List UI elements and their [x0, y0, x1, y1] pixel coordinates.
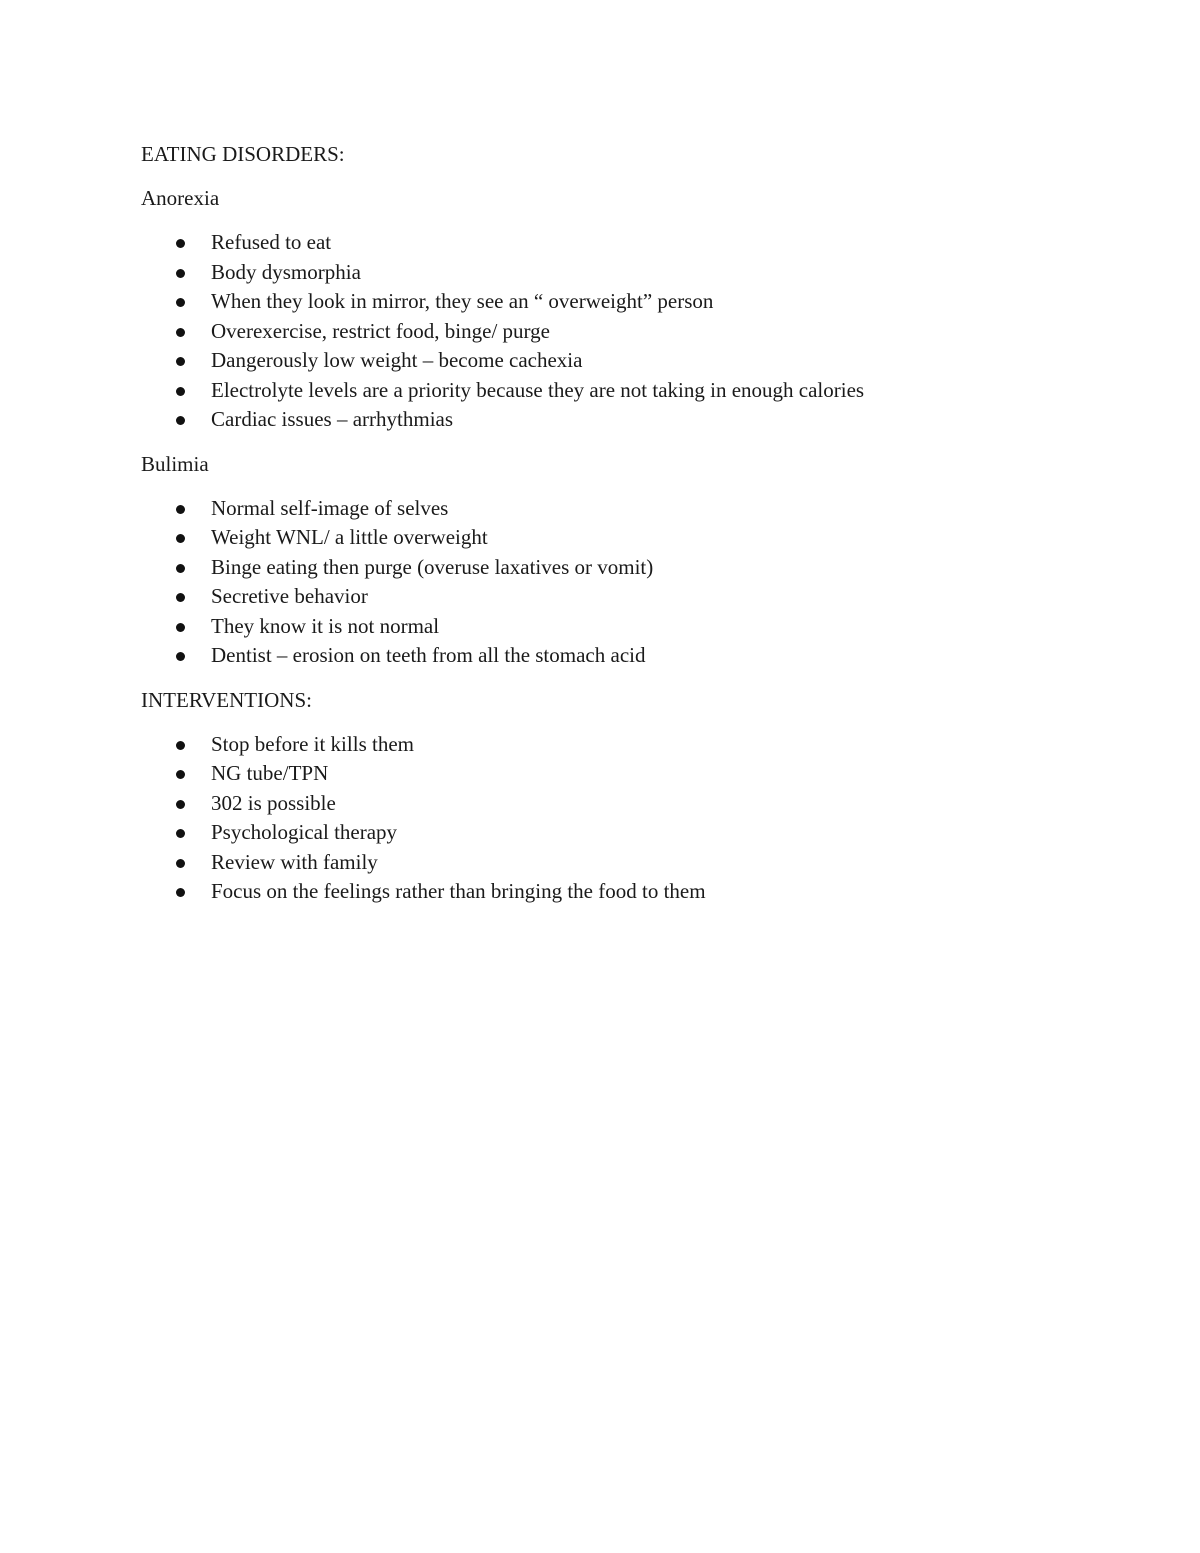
list-item: When they look in mirror, they see an “ overweight” person	[141, 287, 1101, 317]
list-item: Normal self-image of selves	[141, 494, 1101, 524]
heading-bulimia: Bulimia	[141, 451, 209, 476]
bullet-icon	[176, 298, 185, 307]
list-item: 302 is possible	[141, 789, 1101, 819]
list-item: Refused to eat	[141, 228, 1101, 258]
bulimia-list	[141, 494, 1101, 671]
anorexia-list	[141, 228, 1101, 435]
bullet-icon	[176, 357, 185, 366]
bullet-icon	[176, 800, 185, 809]
bullet-icon	[176, 829, 185, 838]
bullet-icon	[176, 593, 185, 602]
bullet-icon	[176, 328, 185, 337]
list-item: Psychological therapy	[141, 818, 1101, 848]
list-item: NG tube/TPN	[141, 759, 1101, 789]
bullet-icon	[176, 859, 185, 868]
document-content	[141, 140, 1101, 907]
list-item: Dangerously low weight – become cachexia	[141, 346, 1101, 376]
bullet-icon	[176, 387, 185, 396]
bullet-icon	[176, 239, 185, 248]
bullet-icon	[176, 534, 185, 543]
list-item: Secretive behavior	[141, 582, 1101, 612]
list-item: Body dysmorphia	[141, 258, 1101, 288]
list-item: Review with family	[141, 848, 1101, 878]
bullet-icon	[176, 652, 185, 661]
list-item: Stop before it kills them	[141, 730, 1101, 760]
heading-interventions: INTERVENTIONS:	[141, 687, 312, 712]
bullet-icon	[176, 888, 185, 897]
heading-anorexia: Anorexia	[141, 186, 220, 210]
bullet-icon	[176, 416, 185, 425]
list-item: They know it is not normal	[141, 612, 1101, 642]
list-item: Dentist – erosion on teeth from all the stomach acid	[141, 641, 1101, 671]
bullet-icon	[176, 505, 185, 514]
bullet-icon	[176, 770, 185, 779]
bullet-icon	[176, 269, 185, 278]
bullet-icon	[176, 564, 185, 573]
list-item: Binge eating then purge (overuse laxatives or vomit)	[141, 553, 1101, 583]
list-item: Overexercise, restrict food, binge/ purge	[141, 317, 1101, 347]
bullet-icon	[176, 623, 185, 632]
list-item: Weight WNL/ a little overweight	[141, 523, 1101, 553]
list-item: Cardiac issues – arrhythmias	[141, 405, 1101, 435]
title-eating-disorders: EATING DISORDERS:	[141, 142, 345, 166]
bullet-icon	[176, 741, 185, 750]
list-item: Electrolyte levels are a priority because they are not taking in enough calories	[141, 376, 1101, 406]
interventions-list	[141, 730, 1101, 907]
list-item: Focus on the feelings rather than bringing the food to them	[141, 877, 1101, 907]
